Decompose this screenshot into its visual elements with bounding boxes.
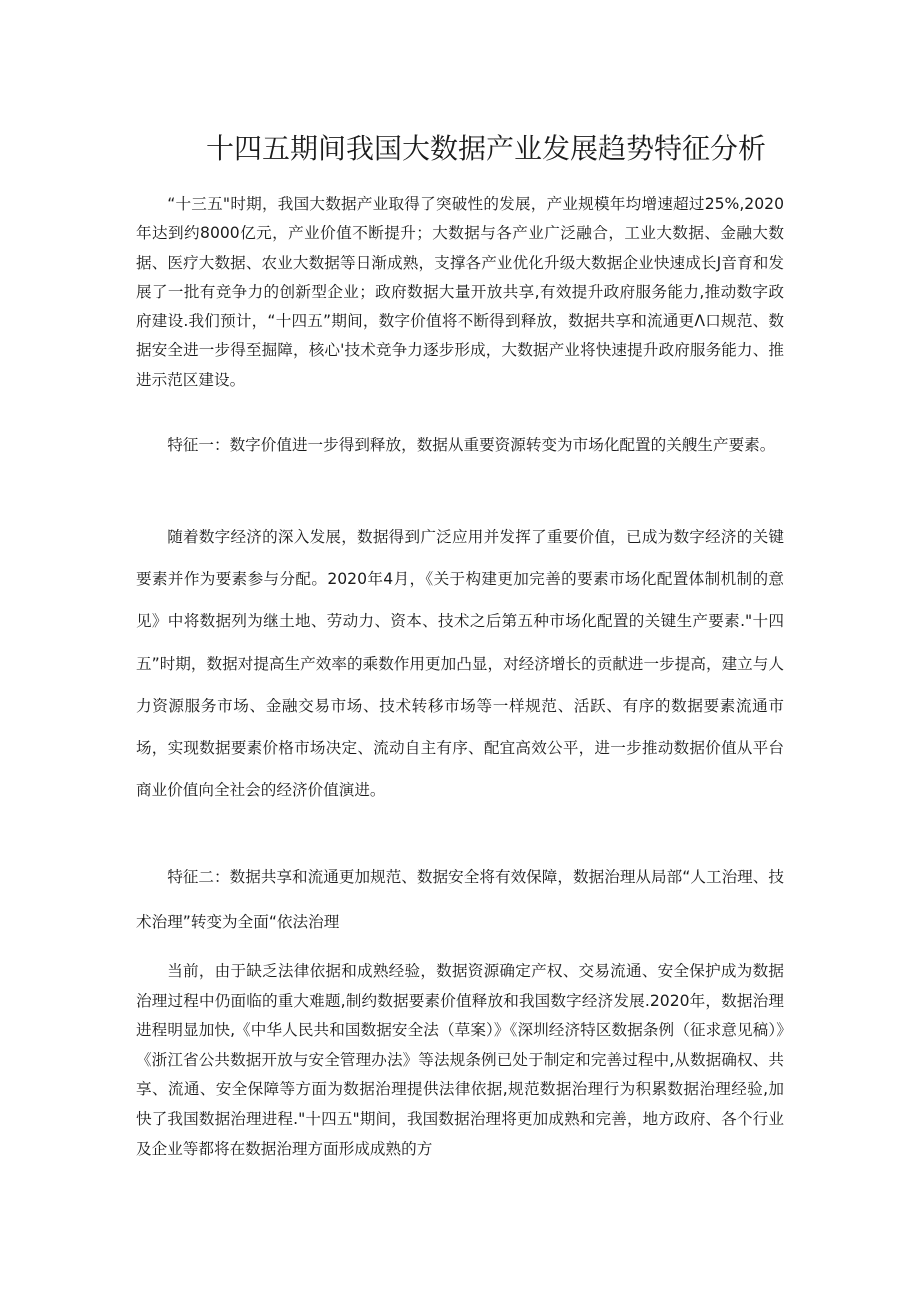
paragraph-feature-one-body: 随着数字经济的深入发展，数据得到广泛应用并发挥了重要价值，已成为数字经济的关键要素并作为要素参与分配。2020年4月，《关于构建更加完善的要素市场化配置体制机制的意见》中将数据列为继土地、劳动力、资本、技术之后第五种市场化配置的关键生产要素."十四五”时期，数据对提高生产效率的乘数作用更加凸显，对经济增长的贡献进一步提高，建立与人力资源服务市场、金融交易市场、技术转移市场等一样规范、活跃、有序的数据要素流通市场，实现数据要素价格市场决定、流动自主有序、配宜高效公平，进一步推动数据价值从平台商业价值向全社会的经济价值演进。 xyxy=(136,528,784,800)
paragraph-feature-one-heading: 特征一：数字价值进一步得到释放，数据从重要资源转变为市场化配置的关艘生产要素。 xyxy=(167,436,776,454)
paragraph-feature-two-heading: 特征二：数据共享和流通更加规范、数据安全将有效保障，数据治理从局部“人工治理、技术治理”转变为全面“依法治理 xyxy=(136,868,784,931)
document-title: 十四五期间我国大数据产业发展趋势特征分析 xyxy=(205,132,766,165)
paragraph-feature-two-body: 当前，由于缺乏法律依据和成熟经验，数据资源确定产权、交易流通、安全保护成为数据治理过程中仍面临的重大难题,制约数据要素价值释放和我国数字经济发展.2020年，数据治理进程明显加快,《中华人民共和国数据安全法（草案）》《深圳经济特区数据条例（征求意见稿）》《浙江省公共数据开放与安全管理办法》等法规条例已处于制定和完善过程中,从数据确权、共享、流通、安全保障等方面为数据治理提供法律依据,规范数据治理行为积累数据治理经验,加快了我国数据治理进程."十四五"期间，我国数据治理将更加成熟和完善，地方政府、各个行业及企业等都将在数据治理方面形成成熟的方 xyxy=(136,962,784,1158)
paragraph-intro: “十三五"时期，我国大数据产业取得了突破性的发展，产业规模年均增速超过25%,2020年达到约8000亿元，产业价值不断提升；大数据与各产业广泛融合，工业大数据、金融大数据、医疗大数据、农业大数据等日渐成熟，支撑各产业优化升级大数据企业快速成长J音育和发展了一批有竞争力的创新型企业；政府数据大量开放共享,有效提升政府服务能力,推动数字政府建设.我们预计，“十四五”期间，数字价值将不断得到释放，数据共享和流通更Λ口规范、数据安全进一步得至掘障，核心'技术竞争力逐步形成，大数据产业将快速提升政府服务能力、推进示范区建设。 xyxy=(136,195,784,389)
